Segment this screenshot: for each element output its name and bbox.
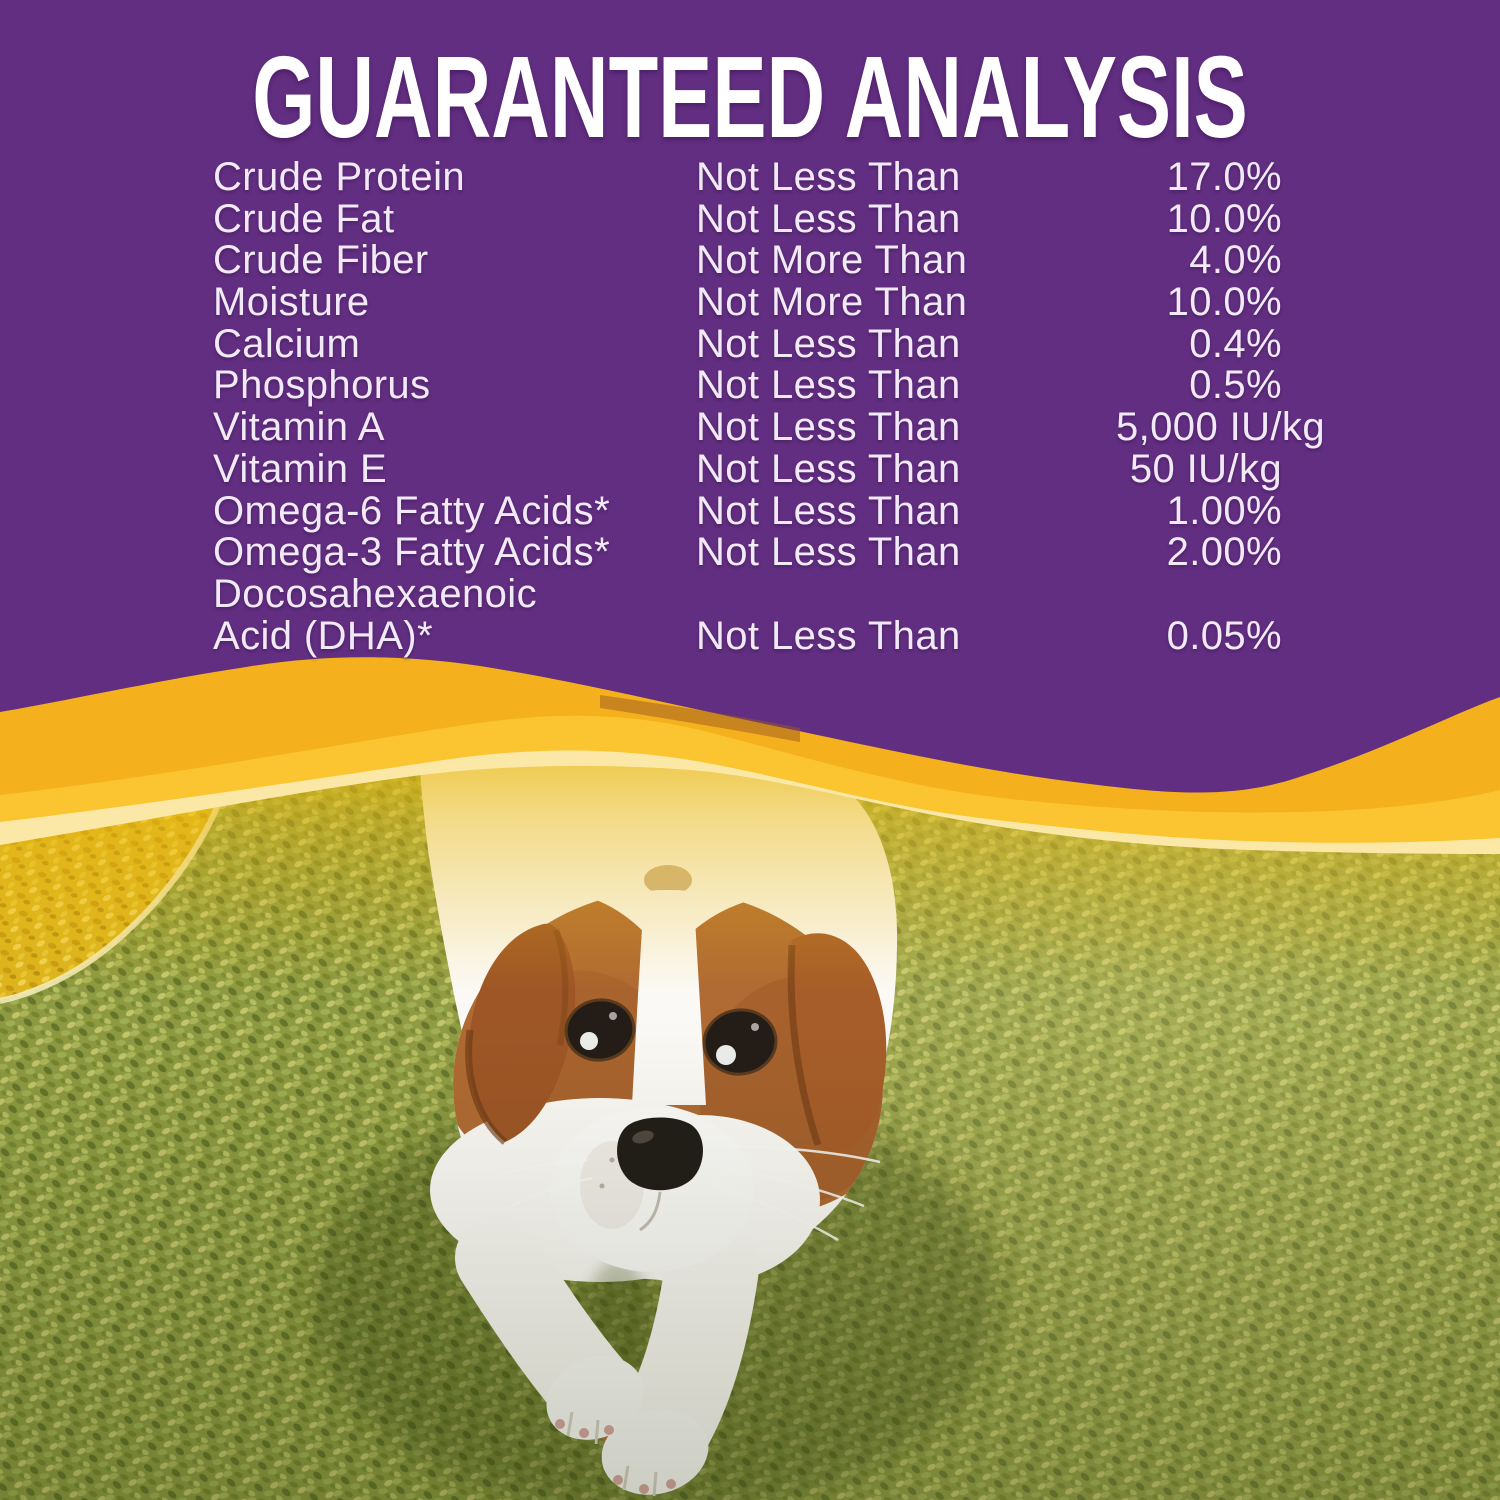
value-text: 50 IU/kg bbox=[1129, 446, 1282, 491]
table-row-crude-protein bbox=[213, 157, 1282, 199]
qualifier-text: Not More Than bbox=[696, 280, 968, 325]
nutrient-name: Omega-3 Fatty Acids* bbox=[213, 530, 611, 575]
table-row-dha-line2 bbox=[213, 613, 1282, 658]
value-text: 5,000 IU/kg bbox=[1116, 405, 1325, 450]
qualifier-text: Not Less Than bbox=[696, 530, 961, 575]
nutrient-name: Crude Protein bbox=[213, 155, 465, 199]
page-title: GUARANTEED ANALYSIS bbox=[252, 32, 1248, 162]
value-text: 2.00% bbox=[1166, 530, 1282, 575]
table-row-moisture bbox=[213, 282, 1282, 324]
table-row-omega-6 bbox=[213, 488, 1282, 533]
qualifier-text: Not Less Than bbox=[696, 488, 961, 533]
nutrient-name: Moisture bbox=[213, 280, 370, 325]
qualifier-text: Not Less Than bbox=[696, 155, 961, 199]
qualifier-text bbox=[696, 574, 1116, 616]
qualifier-text: Not Less Than bbox=[696, 405, 961, 450]
nutrient-name: Vitamin A bbox=[213, 405, 385, 450]
table-row-vitamin-e bbox=[213, 446, 1282, 491]
nutrient-name: Docosahexaenoic bbox=[213, 571, 537, 616]
table-row-phosphorus bbox=[213, 365, 1282, 407]
value-text: 17.0% bbox=[1166, 155, 1282, 199]
table-row-crude-fat bbox=[213, 196, 1282, 241]
value-text: 10.0% bbox=[1166, 280, 1282, 325]
nutrient-name: Omega-6 Fatty Acids* bbox=[213, 488, 611, 533]
qualifier-text: Not More Than bbox=[696, 238, 968, 283]
value-text: 1.00% bbox=[1166, 488, 1282, 533]
table-row-crude-fiber bbox=[213, 240, 1282, 282]
table-row-vitamin-a bbox=[213, 405, 1325, 450]
value-text: 10.0% bbox=[1166, 196, 1282, 241]
table-row-dha-line1 bbox=[213, 571, 1282, 616]
value-text: 0.4% bbox=[1189, 321, 1282, 366]
guaranteed-analysis-table bbox=[213, 155, 1325, 658]
qualifier-text: Not Less Than bbox=[696, 446, 961, 491]
value-text bbox=[1116, 574, 1282, 616]
nutrient-name: Crude Fat bbox=[213, 196, 395, 241]
table-row-omega-3 bbox=[213, 532, 1282, 574]
nutrient-name: Acid (DHA)* bbox=[213, 613, 433, 658]
nutrient-name: Calcium bbox=[213, 321, 361, 366]
nutrient-name: Phosphorus bbox=[213, 363, 431, 408]
qualifier-text: Not Less Than bbox=[696, 613, 961, 658]
qualifier-text: Not Less Than bbox=[696, 196, 961, 241]
value-text: 4.0% bbox=[1189, 238, 1282, 283]
table-row-calcium bbox=[213, 321, 1282, 366]
value-text: 0.5% bbox=[1189, 363, 1282, 408]
nutrient-name: Vitamin E bbox=[213, 446, 388, 491]
qualifier-text: Not Less Than bbox=[696, 363, 961, 408]
nutrient-name: Crude Fiber bbox=[213, 238, 429, 283]
qualifier-text: Not Less Than bbox=[696, 321, 961, 366]
value-text: 0.05% bbox=[1166, 613, 1282, 658]
